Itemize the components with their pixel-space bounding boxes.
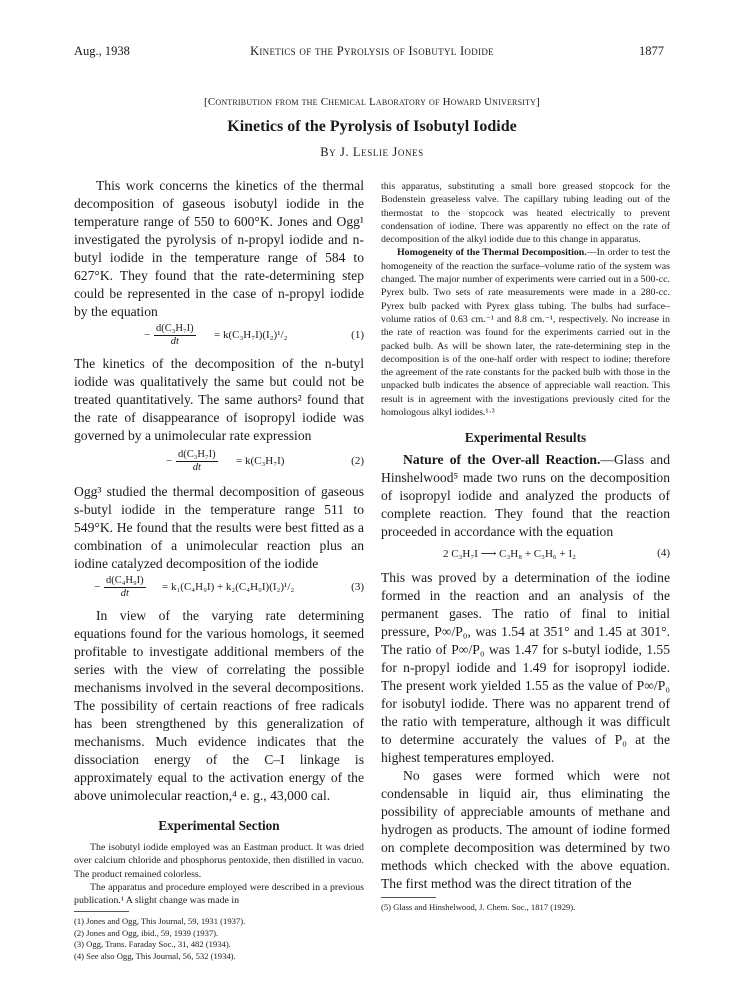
equation-4 <box>381 545 670 567</box>
paragraph-homologs: In view of the varying rate determining equations found for the various homologs, it seemed profitable to investigate additional members of the series with the view of correlating the possible mechanisms involved in the several decompositions. The possibility of certain reactions of free radicals has been strengthened by this generalization of mechanisms. Much evidence indicates that the dissociation energy of the C–I linkage is approximately equal to the activation energy of the above unimolecular reaction,⁴ e. g., 43,000 cal. <box>74 608 364 803</box>
eq1-fraction <box>154 323 196 348</box>
equation-3 <box>74 575 364 603</box>
heading-experimental-section: Experimental Section <box>158 818 280 833</box>
over-all-reaction-text: —Glass and Hinshelwood⁵ made two runs on the decomposition of isopropyl iodide and analyzed the products of complete reaction. They found that the reaction proceeded in accordance with the equation <box>381 452 670 540</box>
eq4-expression: 2 C₃H₇I ⟶ C₃H₈ + C₃H₆ + I₂ <box>443 548 576 561</box>
eq1-numerator: d(C₃H₇I) <box>156 323 194 334</box>
eq3-numerator: d(C₄H₉I) <box>106 575 144 586</box>
paragraph-n-butyl: The kinetics of the decomposition of the n-butyl iodide was qualitatively the same but could not be treated quantitatively. The same authors² found that the rate of disappearance of isopropyl iodide was governed by a unimolecular rate expression <box>74 356 364 443</box>
eq2-minus: − <box>166 455 173 467</box>
heading-experimental-results: Experimental Results <box>464 430 587 446</box>
over-all-reaction-heading: Nature of the Over-all Reaction. <box>403 452 601 468</box>
paragraph-over-all-reaction <box>381 451 670 541</box>
eq1-number: (1) <box>351 329 364 341</box>
footnote-5: (5) Glass and Hinshelwood, J. Chem. Soc., 1817 (1929). <box>381 902 576 913</box>
header-running-title: Kinetics of the Pyrolysis of Isobutyl Iodide <box>250 44 494 58</box>
paragraph-apparatus-cont: this apparatus, substituting a small bore greased stopcock for the Bodenstein greaseless valve. The capillary tubing leading out of the thermostat to the stopcock was heated electrically to prevent condensation of iodine. There was apparently no effect on the rate of decomposition of the alkyl iodide due to this change in apparatus. <box>381 181 670 246</box>
paragraph-ogg: Ogg³ studied the thermal decomposition of gaseous s-butyl iodide in the temperature range 511 to 549°K. He found that the results were best fitted as a combination of a unimolecular reaction plus an iodine catalyzed decomposition of the iodide <box>74 484 364 571</box>
footnote-rule-right <box>381 897 436 898</box>
eq3-denominator: dt <box>120 588 129 599</box>
footnote-3: (3) Ogg, Trans. Faraday Soc., 31, 482 (1934). <box>74 939 231 950</box>
homogeneity-heading: Homogeneity of the Thermal Decomposition. <box>397 247 587 259</box>
footnote-2: (2) Jones and Ogg, ibid., 59, 1939 (1937). <box>74 927 219 938</box>
paragraph-isobutyl-iodide: The isobutyl iodide employed was an Eastman product. It was dried over calcium chloride and phosphorus pentoxide, then distilled in vacuo. The product remained colorless. <box>74 842 364 880</box>
equation-2 <box>74 449 364 477</box>
header-page-number: 1877 <box>639 44 664 58</box>
paragraph-apparatus: The apparatus and procedure employed were described in a previous publication.¹ A slight change was made in <box>74 881 364 907</box>
eq3-minus: − <box>94 581 101 593</box>
right-column <box>381 180 670 914</box>
eq3-number: (3) <box>351 581 364 593</box>
homogeneity-text: —In order to test the homogeneity of the reaction the surface–volume ratio of the system was changed. The major number of experiments were carried out in a 500-cc. Pyrex bulb. Two sets of rate measurements were made in a 280-cc. Pyrex bulb packed with Pyrex glass tubing. The bulbs had surface–volume ratios of 0.63 cm.⁻¹ and 8.8 cm.⁻¹, respectively. No increase in the rate of reaction was found for the experiments carried out in the packed bulb. As will be shown later, the rate-determining step in the decomposition is of the one-half order with respect to iodine; therefore the agreement of the rate constants for the packed bulb with those in the unpacked bulb indicates the absence of appreciable wall reaction. This result is in agreement with the investigations previously cited for the homologous alkyl iodides.¹·³ <box>381 247 670 419</box>
paragraph-homogeneity <box>381 246 670 419</box>
running-header <box>0 44 744 64</box>
eq3-fraction <box>104 575 146 600</box>
eq1-minus: − <box>144 329 151 341</box>
intro-paragraph: This work concerns the kinetics of the thermal decomposition of gaseous isobutyl iodide in the temperature range of 550 to 600°K. Jones and Ogg¹ investigated the pyrolysis of n-propyl iodide and n-butyl iodide in the temperature range of 584 to 627°K. They found that the rate-determining step could be represented in the case of n-propyl iodide by the equation <box>74 178 364 319</box>
left-column <box>74 177 364 962</box>
equation-1 <box>74 323 364 351</box>
eq2-fraction <box>176 449 218 474</box>
header-date: Aug., 1938 <box>74 44 130 58</box>
footnote-4: (4) See also Ogg, This Journal, 56, 532 (1934). <box>74 950 236 961</box>
paragraph-ratio: This was proved by a determination of the iodine formed in the reaction and an analysis of the permanent gases. The ratio of final to initial pressure, P∞/P₀, was 1.54 at 351° and 1.45 at 301°. The ratio of P∞/P₀ was 1.47 for s-butyl iodide, 1.55 for n-propyl iodide and 1.49 for isopropyl iodide. The present work yielded 1.55 as the value of P∞/P₀ for isobutyl iodide. There was no apparent trend of the ratio with temperature, although it was difficult to determine accurately the values of P₀ at the highest temperatures employed. <box>381 570 670 766</box>
author-byline: By J. Leslie Jones <box>320 145 424 159</box>
eq2-rhs: = k(C₃H₇I) <box>236 455 285 467</box>
eq3-rhs: = k₁(C₄H₉I) + k₂(C₄H₉I)(I₂)¹/₂ <box>162 581 295 593</box>
article-title: Kinetics of the Pyrolysis of Isobutyl Iodide <box>227 118 517 135</box>
eq2-denominator: dt <box>192 462 201 473</box>
contribution-line: [Contribution from the Chemical Laboratory of Howard University] <box>203 96 541 108</box>
eq1-rhs: = k(C₃H₇I)(I₂)¹/₂ <box>214 329 288 341</box>
paragraph-no-gases: No gases were formed which were not condensable in liquid air, thus eliminating the possibility of appreciable amounts of methane and hydrogen as products. The amount of iodine formed on complete decomposition was determined by two methods which checked with the above equation. The first method was the direct titration of the <box>381 768 670 892</box>
footnote-rule <box>74 911 129 912</box>
eq4-number: (4) <box>657 547 670 560</box>
eq1-denominator: dt <box>170 336 179 347</box>
eq2-numerator: d(C₃H₇I) <box>178 449 216 460</box>
footnote-1: (1) Jones and Ogg, This Journal, 59, 1931 (1937). <box>74 916 246 927</box>
eq2-number: (2) <box>351 455 364 467</box>
footnotes-left <box>74 916 364 962</box>
